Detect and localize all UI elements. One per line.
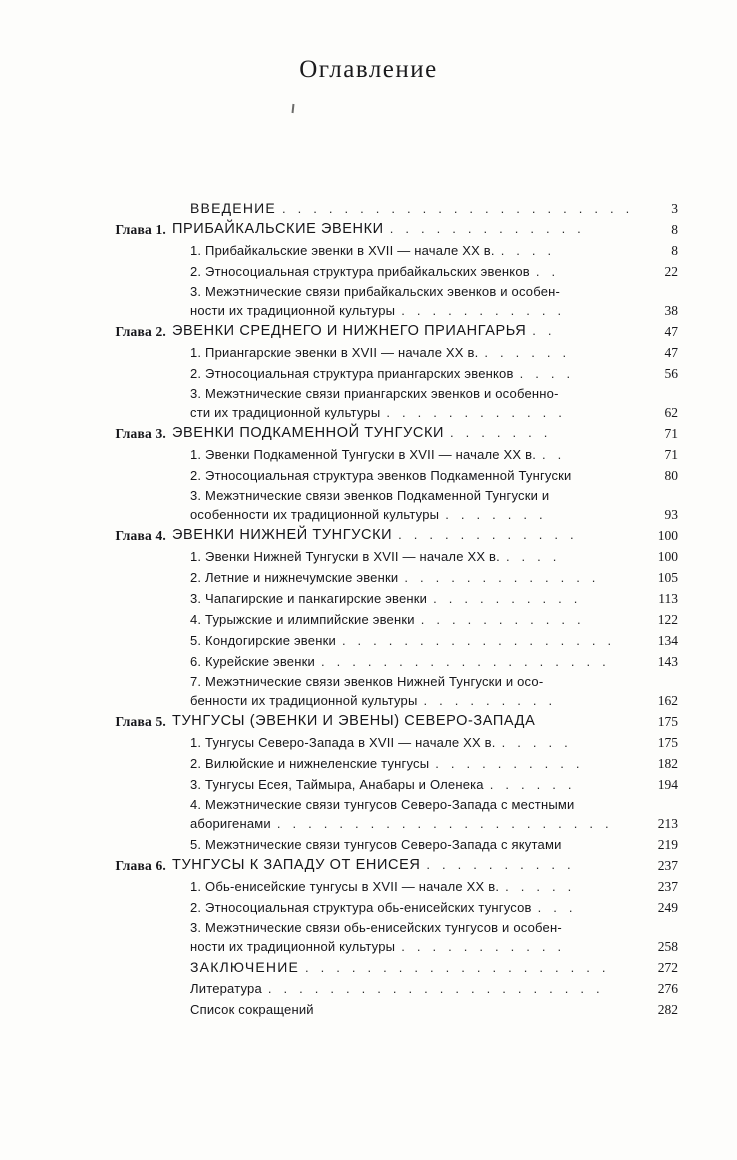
toc-entry-title: ТУНГУСЫ К ЗАПАДУ ОТ ЕНИСЕЯ <box>172 857 421 873</box>
toc-leader-dots: . . <box>535 264 560 279</box>
toc-entry-title: ЭВЕНКИ СРЕДНЕГО И НИЖНЕГО ПРИАНГАРЬЯ <box>172 323 527 339</box>
toc-page-number: 272 <box>657 960 678 975</box>
toc-entry[interactable] <box>78 423 678 443</box>
toc-page-number: 3 <box>671 201 678 216</box>
toc-entry-title: ЭВЕНКИ ПОДКАМЕННОЙ ТУНГУСКИ <box>172 425 445 441</box>
toc-entry[interactable] <box>78 465 678 485</box>
toc-page-number: 175 <box>657 735 678 750</box>
toc-entry-title: 2. Этносоциальная структура приангарских эвенков <box>190 366 514 381</box>
toc-entry[interactable] <box>78 525 678 545</box>
toc-page-number: 93 <box>664 507 678 522</box>
toc-entry[interactable] <box>78 609 678 629</box>
toc-page-number: 219 <box>657 837 678 852</box>
toc-leader-dots: . . . . . . . . . . . <box>401 303 566 318</box>
toc-leader-dots: . . . . . <box>501 735 572 750</box>
toc-entry[interactable] <box>78 672 678 710</box>
toc-entry-title-continued: особенности их традиционной культуры <box>190 507 440 522</box>
toc-entry[interactable] <box>78 588 678 608</box>
toc-leader-dots: . . . . <box>500 243 556 258</box>
toc-entry-title: 2. Этносоциальная структура эвенков Подкаменной Тунгуски <box>190 468 572 483</box>
toc-entry-title: Список сокращений <box>190 1002 314 1017</box>
toc-entry[interactable] <box>78 957 678 977</box>
toc-entry[interactable] <box>78 918 678 956</box>
toc-page-number: 282 <box>657 1002 678 1017</box>
toc-entry[interactable] <box>78 261 678 281</box>
toc-leader-dots: . . . . . . . . . . . . . . . . . . . . . . . <box>281 201 634 216</box>
toc-page-number: 237 <box>657 858 678 873</box>
toc-entry-title-continued: ности их традиционной культуры <box>190 303 396 318</box>
toc-page-number: 56 <box>664 366 678 381</box>
toc-entry-title: 7. Межэтнические связи эвенков Нижней Тунгуски и осо- <box>190 674 544 689</box>
toc-entry[interactable] <box>78 546 678 566</box>
toc-leader-dots: . . . . . . . . . . <box>426 857 575 872</box>
toc-entry[interactable] <box>78 198 678 218</box>
toc-entry-title: 1. Эвенки Нижней Тунгуски в XVII — начале XX в. <box>190 549 500 564</box>
toc-entry-title: 1. Обь-енисейские тунгусы в XVII — начале XX в. <box>190 879 500 894</box>
toc-entry[interactable] <box>78 834 678 854</box>
toc-entry-title: 2. Вилюйские и нижнеленские тунгусы <box>190 756 430 771</box>
toc-entry[interactable] <box>78 240 678 260</box>
toc-entry[interactable] <box>78 753 678 773</box>
toc-entry-title-continued: бенности их традиционной культуры <box>190 693 418 708</box>
toc-leader-dots: . . . . . . . . . . . <box>401 939 566 954</box>
toc-entry[interactable] <box>78 630 678 650</box>
toc-page-number: 71 <box>664 447 678 462</box>
toc-entry-title: 3. Межэтнические связи прибайкальских эвенков и особен- <box>190 284 561 299</box>
table-of-contents <box>78 198 678 1020</box>
toc-entry-title: 5. Кондогирские эвенки <box>190 633 336 648</box>
toc-chapter-label: Глава 2. <box>115 324 166 339</box>
stray-ink-mark <box>292 104 295 113</box>
toc-leader-dots: . . . . . . <box>484 345 571 360</box>
toc-page-number: 47 <box>664 324 678 339</box>
toc-entry[interactable] <box>78 999 678 1019</box>
toc-leader-dots: . . . . . . . . . . . . . <box>404 570 600 585</box>
toc-leader-dots: . . <box>542 447 566 462</box>
toc-leader-dots: . . . <box>537 900 577 915</box>
toc-entry-title-continued: сти их традиционной культуры <box>190 405 381 420</box>
toc-entry-title: 1. Прибайкальские эвенки в XVII — начале XX в. <box>190 243 495 258</box>
toc-entry[interactable] <box>78 732 678 752</box>
toc-leader-dots: . . . . <box>505 549 561 564</box>
toc-entry[interactable] <box>78 978 678 998</box>
toc-entry[interactable] <box>78 486 678 524</box>
toc-page-number: 143 <box>657 654 678 669</box>
toc-page-number: 175 <box>657 714 678 729</box>
toc-leader-dots: . . . . . . . . . . . . . . . . . . . . . . <box>267 981 604 996</box>
toc-entry-title-continued: ности их традиционной культуры <box>190 939 396 954</box>
toc-entry-title: 3. Межэтнические связи эвенков Подкаменной Тунгуски и <box>190 488 550 503</box>
toc-leader-dots: . . . . <box>519 366 575 381</box>
toc-leader-dots: . . . . . . . . . . <box>435 756 584 771</box>
toc-leader-dots: . . . . . . . <box>450 425 552 440</box>
toc-page-number: 8 <box>671 243 678 258</box>
toc-page-number: 100 <box>657 528 678 543</box>
toc-leader-dots: . . . . . . . . . . . . . . . . . . . . <box>305 960 610 975</box>
toc-entry[interactable] <box>78 774 678 794</box>
toc-entry-title: 1. Эвенки Подкаменной Тунгуски в XVII — начале XX в. <box>190 447 537 462</box>
toc-entry-title: 6. Курейские эвенки <box>190 654 315 669</box>
toc-chapter-label: Глава 5. <box>115 714 166 729</box>
toc-leader-dots: . . . . . . . . . . . . . . . . . . . . . . <box>276 816 613 831</box>
toc-chapter-label: Глава 1. <box>115 222 166 237</box>
toc-entry-title: ТУНГУСЫ (ЭВЕНКИ И ЭВЕНЫ) СЕВЕРО-ЗАПАДА <box>172 713 536 729</box>
toc-entry-title: 4. Турыжские и илимпийские эвенки <box>190 612 415 627</box>
toc-entry[interactable] <box>78 444 678 464</box>
toc-leader-dots: . . . . . . . <box>445 507 547 522</box>
page-title: Оглавление <box>299 56 438 83</box>
toc-entry[interactable] <box>78 651 678 671</box>
toc-entry-title: 3. Тунгусы Есея, Таймыра, Анабары и Оленека <box>190 777 484 792</box>
toc-entry[interactable] <box>78 876 678 896</box>
toc-page-number: 71 <box>664 426 678 441</box>
toc-entry-title: 3. Межэтнические связи приангарских эвенков и особенно- <box>190 386 559 401</box>
toc-entry-title: 2. Летние и нижнечумские эвенки <box>190 570 399 585</box>
toc-entry-title: ЗАКЛЮЧЕНИЕ <box>190 959 299 975</box>
toc-chapter-label: Глава 6. <box>115 858 166 873</box>
toc-entry[interactable] <box>78 855 678 875</box>
toc-page-number: 100 <box>657 549 678 564</box>
toc-entry[interactable] <box>78 363 678 383</box>
toc-page-number: 162 <box>657 693 678 708</box>
toc-entry-title: 3. Чапагирские и панкагирские эвенки <box>190 591 428 606</box>
toc-page-number: 194 <box>657 777 678 792</box>
toc-entry[interactable] <box>78 567 678 587</box>
toc-entry-title: 5. Межэтнические связи тунгусов Северо-Запада с якутами <box>190 837 562 852</box>
toc-entry[interactable] <box>78 384 678 422</box>
toc-entry[interactable] <box>78 795 678 833</box>
toc-page-number: 80 <box>664 468 678 483</box>
toc-entry-title-continued: аборигенами <box>190 816 271 831</box>
toc-chapter-label: Глава 3. <box>115 426 166 441</box>
toc-leader-dots: . . . . . . . . . . . . . <box>389 221 585 236</box>
toc-leader-dots: . . . . . . . . . . . <box>420 612 585 627</box>
toc-chapter-label: Глава 4. <box>115 528 166 543</box>
toc-entry-title: ЭВЕНКИ НИЖНЕЙ ТУНГУСКИ <box>172 527 393 543</box>
toc-leader-dots: . . . . . . . . . . . . <box>398 527 578 542</box>
toc-leader-dots: . . <box>532 323 556 338</box>
toc-page-number: 134 <box>657 633 678 648</box>
toc-entry[interactable] <box>78 321 678 341</box>
toc-leader-dots: . . . . . . . . . . . . <box>386 405 567 420</box>
toc-page-number: 105 <box>657 570 678 585</box>
toc-leader-dots: . . . . . . . . . <box>423 693 557 708</box>
toc-page-number: 237 <box>657 879 678 894</box>
toc-entry-title: 1. Приангарские эвенки в XVII — начале XX в. <box>190 345 479 360</box>
toc-entry-title: ПРИБАЙКАЛЬСКИЕ ЭВЕНКИ <box>172 221 384 237</box>
toc-page-number: 182 <box>657 756 678 771</box>
toc-entry-title: 1. Тунгусы Северо-Запада в XVII — начале XX в. <box>190 735 496 750</box>
toc-leader-dots: . . . . . . . . . . . . . . . . . . . <box>320 654 610 669</box>
toc-page-number: 38 <box>664 303 678 318</box>
toc-entry[interactable] <box>78 897 678 917</box>
toc-entry[interactable] <box>78 219 678 239</box>
toc-page-number: 22 <box>664 264 678 279</box>
toc-leader-dots: . . . . . <box>505 879 576 894</box>
toc-page-number: 276 <box>657 981 678 996</box>
toc-page-number: 249 <box>657 900 678 915</box>
toc-leader-dots: . . . . . . <box>489 777 576 792</box>
toc-entry-title: 4. Межэтнические связи тунгусов Северо-Запада с местными <box>190 797 575 812</box>
toc-page-number: 122 <box>657 612 678 627</box>
toc-page-number: 258 <box>657 939 678 954</box>
toc-entry-title: ВВЕДЕНИЕ <box>190 200 276 216</box>
toc-entry-title: 3. Межэтнические связи обь-енисейских тунгусов и особен- <box>190 920 562 935</box>
toc-entry[interactable] <box>78 342 678 362</box>
toc-entry-title: Литература <box>190 981 262 996</box>
toc-entry[interactable] <box>78 282 678 320</box>
toc-page-number: 62 <box>664 405 678 420</box>
toc-page-number: 213 <box>657 816 678 831</box>
toc-page-number: 8 <box>671 222 678 237</box>
toc-entry-title: 2. Этносоциальная структура обь-енисейских тунгусов <box>190 900 532 915</box>
toc-entry-title: 2. Этносоциальная структура прибайкальских эвенков <box>190 264 530 279</box>
toc-leader-dots: . . . . . . . . . . . . . . . . . . <box>341 633 616 648</box>
toc-entry[interactable] <box>78 711 678 731</box>
toc-page-number: 47 <box>664 345 678 360</box>
toc-leader-dots: . . . . . . . . . . <box>433 591 582 606</box>
toc-page-number: 113 <box>658 591 678 606</box>
